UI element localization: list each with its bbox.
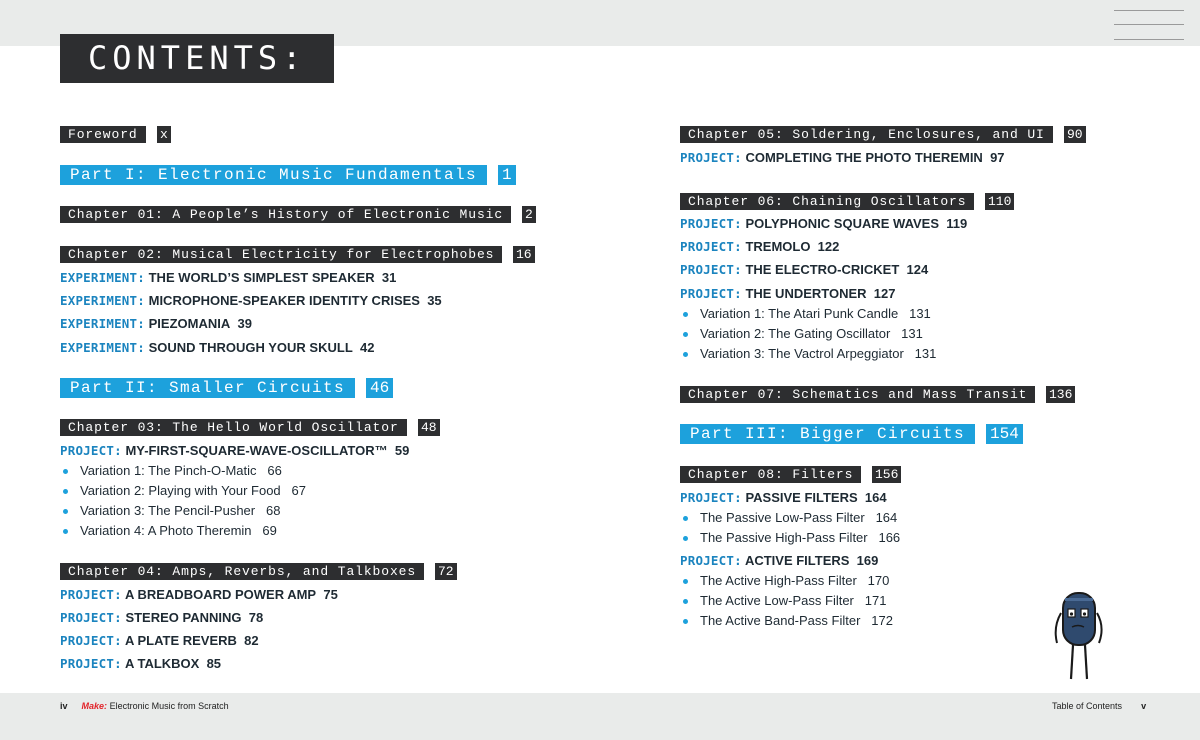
toc-subentry[interactable] bbox=[700, 573, 889, 589]
entry-page-number: 75 bbox=[323, 587, 338, 602]
chapter-heading-label[interactable]: Chapter 06: Chaining Oscillators bbox=[680, 193, 974, 210]
bullet-icon bbox=[63, 529, 68, 534]
footer-right bbox=[1052, 700, 1146, 712]
subentry-title: The Active Band-Pass Filter bbox=[700, 613, 861, 628]
entry-page-number: 42 bbox=[360, 340, 375, 355]
part-heading-label[interactable]: Part II: Smaller Circuits bbox=[60, 378, 355, 398]
bullet-icon bbox=[683, 352, 688, 357]
subentry-title: Variation 2: Playing with Your Food bbox=[80, 483, 281, 498]
entry-page-number: 35 bbox=[427, 293, 442, 308]
subentry-page-number: 131 bbox=[914, 346, 937, 361]
entry-page-number: 164 bbox=[864, 490, 887, 505]
toc-subentry[interactable] bbox=[80, 483, 306, 499]
entry-prefix: PROJECT: bbox=[60, 610, 122, 625]
decorative-line bbox=[1114, 24, 1184, 25]
entry-prefix: PROJECT: bbox=[60, 443, 122, 458]
footer-left bbox=[60, 700, 229, 712]
toc-subentry[interactable] bbox=[700, 593, 886, 609]
right-page-number: v bbox=[1141, 701, 1147, 711]
entry-page-number: 59 bbox=[394, 443, 410, 458]
part-page-number: 46 bbox=[366, 378, 393, 398]
chapter-page-number: 2 bbox=[522, 206, 536, 223]
toc-subentry[interactable] bbox=[80, 463, 282, 479]
entry-title: THE ELECTRO-CRICKET bbox=[745, 262, 900, 277]
chapter-heading-label[interactable]: Chapter 05: Soldering, Enclosures, and UI bbox=[680, 126, 1053, 143]
toc-subentry[interactable] bbox=[700, 326, 923, 342]
make-logo: Make: bbox=[81, 701, 108, 711]
bullet-icon bbox=[63, 489, 68, 494]
bullet-icon bbox=[683, 332, 688, 337]
bullet-icon bbox=[63, 469, 68, 474]
entry-title: THE WORLD’S SIMPLEST SPEAKER bbox=[148, 270, 375, 285]
bullet-icon bbox=[683, 516, 688, 521]
subentry-page-number: 131 bbox=[909, 306, 931, 321]
entry-title: A PLATE REVERB bbox=[124, 633, 237, 648]
chapter-page-number: 90 bbox=[1064, 126, 1086, 143]
entry-prefix: EXPERIMENT: bbox=[60, 340, 145, 355]
bullet-icon bbox=[683, 312, 688, 317]
toc-entry[interactable] bbox=[680, 216, 967, 232]
decorative-line bbox=[1114, 10, 1184, 11]
chapter-heading-label[interactable]: Chapter 03: The Hello World Oscillator bbox=[60, 419, 407, 436]
chapter-heading-label[interactable]: Chapter 08: Filters bbox=[680, 466, 861, 483]
chapter-page-number: 136 bbox=[1046, 386, 1075, 403]
entry-prefix: PROJECT: bbox=[680, 286, 742, 301]
entry-title: MY-FIRST-SQUARE-WAVE-OSCILLATOR™ bbox=[125, 443, 388, 458]
part-heading-label[interactable]: Part I: Electronic Music Fundamentals bbox=[60, 165, 487, 185]
toc-entry[interactable] bbox=[60, 656, 221, 672]
entry-title: POLYPHONIC SQUARE WAVES bbox=[745, 216, 940, 231]
toc-subentry[interactable] bbox=[700, 530, 900, 546]
entry-title: ACTIVE FILTERS bbox=[744, 553, 850, 568]
entry-page-number: 97 bbox=[990, 150, 1005, 165]
subentry-page-number: 171 bbox=[864, 593, 887, 608]
toc-entry[interactable] bbox=[60, 293, 442, 309]
bullet-icon bbox=[63, 509, 68, 514]
entry-prefix: PROJECT: bbox=[60, 587, 122, 602]
subentry-title: Variation 1: The Atari Punk Candle bbox=[700, 306, 899, 321]
toc-subentry[interactable] bbox=[700, 306, 931, 322]
subentry-page-number: 170 bbox=[867, 573, 890, 588]
chapter-page-number: 16 bbox=[513, 246, 535, 263]
toc-subentry[interactable] bbox=[700, 510, 897, 526]
toc-entry[interactable] bbox=[60, 587, 338, 603]
chapter-heading-label[interactable]: Chapter 07: Schematics and Mass Transit bbox=[680, 386, 1035, 403]
subentry-title: Variation 1: The Pinch-O-Matic bbox=[80, 463, 257, 478]
subentry-page-number: 172 bbox=[871, 613, 893, 628]
toc-entry[interactable] bbox=[60, 340, 374, 356]
entry-prefix: PROJECT: bbox=[680, 262, 742, 277]
subentry-title: The Active High-Pass Filter bbox=[700, 573, 857, 588]
entry-prefix: PROJECT: bbox=[680, 216, 742, 231]
left-page-number: iv bbox=[60, 701, 68, 711]
toc-subentry[interactable] bbox=[700, 346, 936, 362]
chapter-heading-label[interactable]: Chapter 02: Musical Electricity for Electrophobes bbox=[60, 246, 502, 263]
bullet-icon bbox=[683, 619, 688, 624]
subentry-page-number: 67 bbox=[291, 483, 306, 498]
entry-title: MICROPHONE-SPEAKER IDENTITY CRISES bbox=[148, 293, 420, 308]
entry-prefix: EXPERIMENT: bbox=[60, 270, 145, 285]
toc-entry[interactable] bbox=[60, 270, 396, 286]
chapter-page-number: 110 bbox=[985, 193, 1014, 210]
entry-prefix: PROJECT: bbox=[60, 633, 122, 648]
entry-page-number: 122 bbox=[817, 239, 840, 254]
chapter-page-number: 48 bbox=[418, 419, 440, 436]
decorative-line bbox=[1114, 39, 1184, 40]
subentry-title: Variation 3: The Vactrol Arpeggiator bbox=[700, 346, 904, 361]
toc-subentry[interactable] bbox=[80, 503, 280, 519]
subentry-title: The Active Low-Pass Filter bbox=[700, 593, 854, 608]
entry-prefix: EXPERIMENT: bbox=[60, 316, 145, 331]
entry-prefix: PROJECT: bbox=[680, 553, 742, 568]
toc-subentry[interactable] bbox=[700, 613, 893, 629]
toc-entry[interactable] bbox=[680, 150, 1005, 166]
entry-title: COMPLETING THE PHOTO THEREMIN bbox=[745, 150, 983, 165]
entry-page-number: 78 bbox=[248, 610, 264, 625]
chapter-heading-label[interactable]: Chapter 04: Amps, Reverbs, and Talkboxes bbox=[60, 563, 424, 580]
entry-prefix: EXPERIMENT: bbox=[60, 293, 145, 308]
entry-page-number: 85 bbox=[206, 656, 222, 671]
entry-prefix: PROJECT: bbox=[680, 490, 742, 505]
page-title: CONTENTS: bbox=[60, 34, 334, 83]
toc-entry[interactable] bbox=[680, 239, 839, 255]
section-name: Table of Contents bbox=[1052, 701, 1123, 711]
entry-title: PASSIVE FILTERS bbox=[745, 490, 858, 505]
entry-page-number: 31 bbox=[381, 270, 397, 285]
part-page-number: 154 bbox=[986, 424, 1023, 444]
entry-title: TREMOLO bbox=[745, 239, 811, 254]
subentry-title: The Passive Low-Pass Filter bbox=[700, 510, 865, 525]
subentry-title: Variation 4: A Photo Theremin bbox=[80, 523, 252, 538]
subentry-page-number: 166 bbox=[878, 530, 901, 545]
entry-title: SOUND THROUGH YOUR SKULL bbox=[148, 340, 353, 355]
entry-title: PIEZOMANIA bbox=[148, 316, 231, 331]
entry-title: STEREO PANNING bbox=[125, 610, 242, 625]
entry-title: THE UNDERTONER bbox=[745, 286, 867, 301]
subentry-page-number: 69 bbox=[262, 523, 277, 538]
part-page-number: 1 bbox=[498, 165, 516, 185]
subentry-title: Variation 3: The Pencil-Pusher bbox=[80, 503, 256, 518]
entry-prefix: PROJECT: bbox=[60, 656, 122, 671]
subentry-page-number: 164 bbox=[875, 510, 898, 525]
chapter-heading-label[interactable]: Foreword bbox=[60, 126, 146, 143]
subentry-title: The Passive High-Pass Filter bbox=[700, 530, 868, 545]
chapter-page-number: x bbox=[157, 126, 171, 143]
cartoon-capacitor-mascot-icon bbox=[1049, 583, 1109, 683]
entry-page-number: 124 bbox=[906, 262, 929, 277]
toc-entry[interactable] bbox=[680, 262, 928, 278]
book-title: Electronic Music from Scratch bbox=[109, 701, 229, 711]
bullet-icon bbox=[683, 536, 688, 541]
toc-entry[interactable] bbox=[60, 316, 252, 332]
toc-entry[interactable] bbox=[60, 443, 409, 459]
entry-page-number: 119 bbox=[946, 216, 968, 231]
chapter-page-number: 156 bbox=[872, 466, 901, 483]
bullet-icon bbox=[683, 579, 688, 584]
toc-entry[interactable] bbox=[680, 553, 878, 569]
subentry-page-number: 68 bbox=[265, 503, 281, 518]
entry-page-number: 169 bbox=[856, 553, 879, 568]
entry-page-number: 82 bbox=[244, 633, 259, 648]
entry-title: A BREADBOARD POWER AMP bbox=[124, 587, 317, 602]
toc-entry[interactable] bbox=[680, 286, 895, 302]
toc-entry[interactable] bbox=[680, 490, 887, 506]
toc-entry[interactable] bbox=[60, 610, 263, 626]
toc-subentry[interactable] bbox=[80, 523, 277, 539]
entry-prefix: PROJECT: bbox=[680, 239, 742, 254]
subentry-title: Variation 2: The Gating Oscillator bbox=[700, 326, 891, 341]
chapter-heading-label[interactable]: Chapter 01: A People’s History of Electronic Music bbox=[60, 206, 511, 223]
entry-page-number: 39 bbox=[237, 316, 252, 331]
subentry-page-number: 131 bbox=[901, 326, 923, 341]
entry-page-number: 127 bbox=[873, 286, 896, 301]
toc-entry[interactable] bbox=[60, 633, 259, 649]
bullet-icon bbox=[683, 599, 688, 604]
entry-title: A TALKBOX bbox=[124, 656, 200, 671]
subentry-page-number: 66 bbox=[267, 463, 282, 478]
chapter-page-number: 72 bbox=[435, 563, 457, 580]
part-heading-label[interactable]: Part III: Bigger Circuits bbox=[680, 424, 975, 444]
entry-prefix: PROJECT: bbox=[680, 150, 742, 165]
